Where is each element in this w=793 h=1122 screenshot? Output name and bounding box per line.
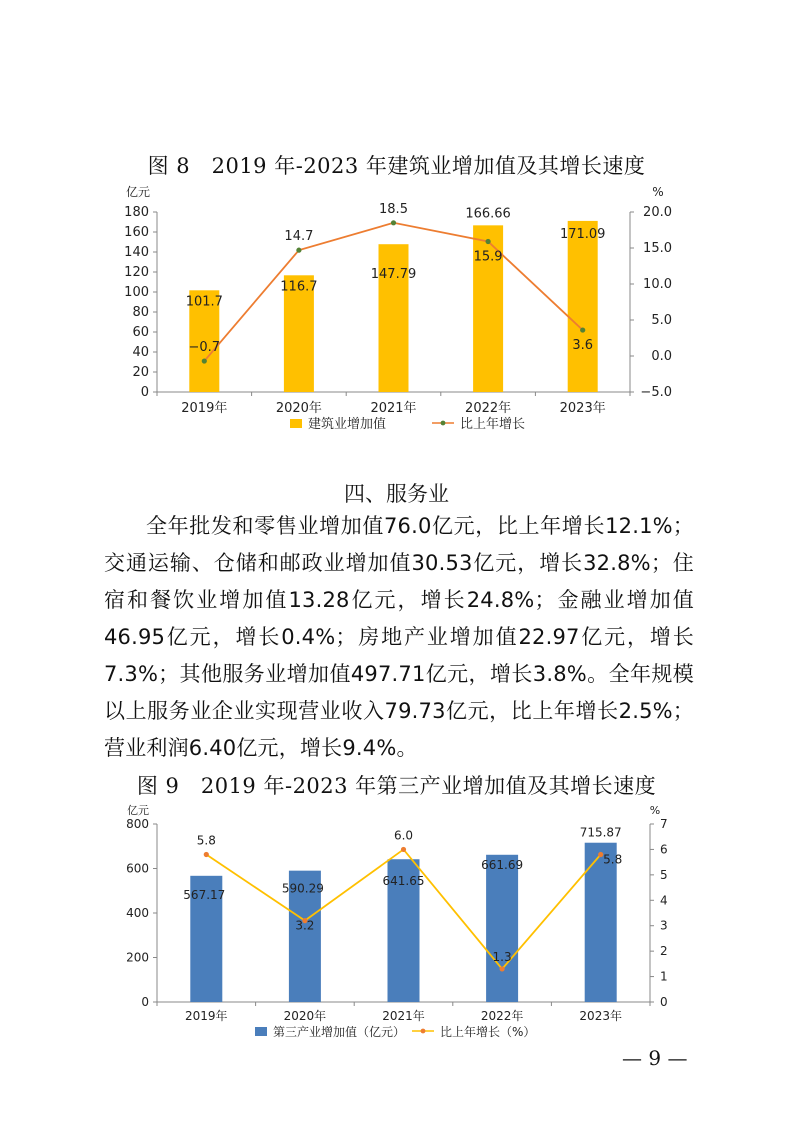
fig8-left-tick-label: 120 <box>124 265 149 280</box>
fig9-legend-line-label: 比上年增长（%） <box>440 1025 536 1039</box>
fig9-right-tick-label: 2 <box>660 944 668 959</box>
fig8-right-tick-label: 20.0 <box>643 205 672 220</box>
fig8-left-tick-label: 60 <box>132 325 149 340</box>
fig9-category-label: 2022年 <box>480 1009 524 1023</box>
fig9-category-label: 2019年 <box>185 1009 228 1023</box>
fig9-right-tick-label: 1 <box>660 969 668 984</box>
section-heading: 四、服务业 <box>344 482 449 506</box>
fig9-left-tick-label: 0 <box>141 995 149 1009</box>
fig9-bar-value-label: 641.65 <box>382 874 425 889</box>
fig9-legend-bar-swatch <box>255 1027 267 1036</box>
fig8-right-tick-label: 5.0 <box>651 313 672 328</box>
fig9-left-tick-label: 200 <box>126 950 149 965</box>
fig8-legend-line-label: 比上年增长 <box>460 417 526 432</box>
fig8-growth-value-label: 18.5 <box>379 201 408 217</box>
fig9-category-label: 2021年 <box>382 1009 425 1023</box>
fig8-bar-value-label: 166.66 <box>465 206 511 222</box>
fig8-bar-value-label: 147.79 <box>370 267 417 283</box>
fig8-left-unit: 亿元 <box>125 185 151 199</box>
fig9-growth-point <box>401 847 406 852</box>
fig8-bar-value-label: 171.09 <box>559 226 606 242</box>
fig9-bar-value-label: 715.87 <box>579 825 622 840</box>
fig9-left-tick-label: 400 <box>126 906 149 920</box>
fig8-bar-value-label: 116.7 <box>280 279 318 295</box>
fig8-right-tick-label: 10.0 <box>643 277 672 292</box>
fig8-growth-point <box>391 220 396 225</box>
fig8-left-tick-label: 40 <box>132 345 149 360</box>
figure-8-chart <box>0 180 793 465</box>
fig9-growth-point <box>204 852 209 857</box>
fig8-legend-line-marker <box>441 421 446 426</box>
fig9-right-tick-label: 7 <box>660 817 668 831</box>
fig8-category-label: 2022年 <box>465 401 512 416</box>
fig8-growth-point <box>580 327 585 332</box>
fig9-right-tick-label: 5 <box>660 867 668 882</box>
fig8-growth-value-label: 15.9 <box>473 249 503 265</box>
figure-8-svg <box>0 180 793 465</box>
fig8-growth-value-label: −0.7 <box>188 340 221 356</box>
fig9-category-label: 2023年 <box>579 1009 622 1023</box>
fig8-legend-bar-swatch <box>290 419 302 428</box>
figure-9-title: 图 9 2019 年-2023 年第三产业增加值及其增长速度 <box>136 774 657 798</box>
fig9-left-unit: 亿元 <box>127 804 149 817</box>
fig9-bar-value-label: 661.69 <box>481 857 524 872</box>
figure-9-svg <box>0 798 793 1048</box>
fig9-legend-bar-label: 第三产业增加值（亿元） <box>273 1025 406 1039</box>
fig8-left-tick-label: 180 <box>124 205 149 220</box>
fig9-left-tick-label: 600 <box>126 861 149 876</box>
fig8-category-label: 2021年 <box>370 401 417 416</box>
fig9-growth-value-label: 3.2 <box>295 918 315 933</box>
fig8-left-tick-label: 140 <box>124 245 149 260</box>
fig9-left-tick-label: 800 <box>126 817 149 831</box>
fig8-right-tick-label: 15.0 <box>643 241 672 256</box>
fig9-growth-value-label: 5.8 <box>196 833 216 848</box>
fig8-growth-value-label: 14.7 <box>284 229 314 245</box>
fig8-growth-point <box>296 248 301 253</box>
fig8-left-tick-label: 100 <box>124 285 149 300</box>
page-number: — 9 — <box>622 1046 688 1070</box>
fig9-category-label: 2020年 <box>283 1009 327 1023</box>
fig8-category-label: 2023年 <box>559 401 606 416</box>
fig8-category-label: 2019年 <box>181 401 228 416</box>
fig9-growth-value-label: 5.8 <box>603 852 623 867</box>
fig9-bar <box>486 855 518 1002</box>
body-paragraph: 全年批发和零售业增加值76.0亿元，比上年增长12.1%；交通运输、仓储和邮政业增加值30.53亿元，增长32.8%；住宿和餐饮业增加值13.28亿元，增长24.8%；金融业增加值46.95亿元，增长0.4%；房地产业增加值22.97亿元，增长7.3%；其他服务业增加值497.71亿元，增长3.8%。全年规模以上服务业企业实现营业收入79.73亿元，比上年增长2.5%；营业利润6.40亿元，增长9.4%。 <box>104 514 694 760</box>
fig8-right-tick-label: 0.0 <box>651 349 672 364</box>
fig9-bar-value-label: 567.17 <box>183 887 226 902</box>
fig9-right-tick-label: 0 <box>660 995 668 1009</box>
fig8-growth-point <box>202 358 207 363</box>
fig8-left-tick-label: 160 <box>124 225 149 240</box>
fig8-growth-value-label: 3.6 <box>572 338 594 354</box>
figure-8-title: 图 8 2019 年-2023 年建筑业增加值及其增长速度 <box>147 154 646 178</box>
fig8-right-tick-label: −5.0 <box>640 385 672 400</box>
fig8-category-label: 2020年 <box>275 401 322 416</box>
fig8-bar-value-label: 101.7 <box>185 294 223 310</box>
fig9-right-unit: % <box>649 804 661 817</box>
fig9-growth-value-label: 6.0 <box>393 828 414 843</box>
fig9-right-tick-label: 4 <box>660 893 668 908</box>
fig8-left-tick-label: 0 <box>140 385 149 400</box>
fig8-growth-point <box>486 239 491 244</box>
fig8-legend-bar-label: 建筑业增加值 <box>308 417 387 432</box>
fig9-bar-value-label: 590.29 <box>281 881 324 896</box>
fig9-right-tick-label: 3 <box>660 918 668 933</box>
fig9-growth-point <box>500 966 505 971</box>
fig8-bar <box>568 221 598 392</box>
fig8-left-tick-label: 20 <box>132 365 149 380</box>
fig9-right-tick-label: 6 <box>660 842 668 857</box>
figure-9-chart <box>0 798 793 1048</box>
fig9-growth-value-label: 1.3 <box>492 949 512 964</box>
fig8-left-tick-label: 80 <box>132 305 149 320</box>
fig9-legend-line-marker <box>421 1029 426 1034</box>
fig8-right-unit: % <box>652 185 664 199</box>
